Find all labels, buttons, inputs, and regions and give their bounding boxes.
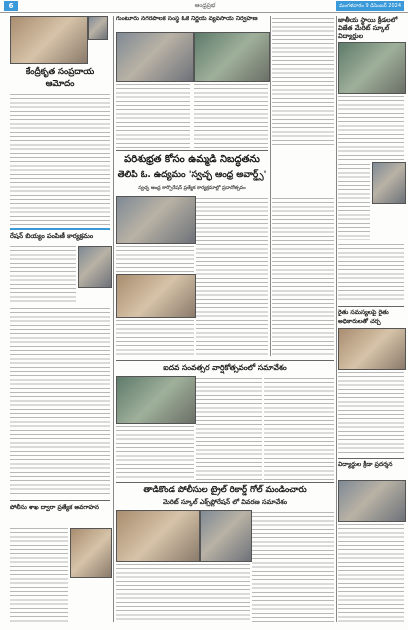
top-right-center-body	[272, 16, 334, 148]
main-subhead: స్వచ్ఛ ఆంధ్ర కార్పొరేషన్ ప్రత్యేక కార్యక్రమాల్లో ప్రదానోత్సవం	[138, 186, 246, 191]
main-headline-line1: పరిశుభ్రత కోసం ఉమ్మడి నిబద్ధతను	[124, 154, 260, 165]
left-mid-portrait	[78, 246, 112, 288]
column-divider-left	[113, 16, 114, 622]
column-divider-right	[336, 16, 337, 622]
main-headline-line2: తెలిపి ఓ. ఉద్యమం 'స్వచ్ఛ ఆంధ్ర అవార్డ్స్'	[117, 170, 267, 180]
right-bottom-body	[338, 522, 404, 622]
right-bottom-headline: విద్యార్థుల క్రీడా ప్రదర్శన	[338, 461, 393, 468]
main-body-b	[116, 244, 194, 272]
right-mid-headline: రైతు సమస్యలపై రైతు అధికారులతో చర్చ	[338, 309, 389, 325]
left-top-inset-photo	[88, 16, 108, 40]
left-bottom-body	[10, 526, 68, 622]
left-mid-body-b	[10, 306, 110, 496]
left-mid-headline: రేషన్ బియ్యం పంపిణీ కార్యక్రమం	[10, 232, 94, 240]
right-bottom-photo	[338, 480, 406, 522]
center-body-a	[196, 376, 262, 480]
paper-name: ఆంధ్రప్రభ	[194, 2, 216, 9]
bottom-body-b	[116, 562, 250, 622]
right-bottom-rule	[338, 458, 404, 459]
bottom-photo-a	[116, 510, 200, 562]
bottom-rule	[116, 482, 334, 483]
left-bottom-portrait	[70, 528, 112, 578]
left-bottom-rule	[10, 500, 110, 501]
main-body-d	[272, 196, 334, 356]
top-center-headline: గుంటూరు నగరపాలక సంస్థ ఓకే నిర్ణయ వ్యవసాయ నిర్వహణ	[116, 16, 258, 22]
top-right-body-a	[338, 94, 404, 160]
center-rule	[116, 360, 334, 361]
bottom-headline-line1: తాడికొండ పోలీసుల ట్రైల్ రికార్డ్ గోల్ మండించారు	[143, 485, 307, 495]
main-body-a	[196, 196, 268, 356]
left-top-headline: కేంద్రీకృత సంప్రదాయ ఆమోదం	[25, 67, 95, 89]
column-divider-mid	[270, 16, 271, 356]
center-photo	[116, 376, 196, 424]
main-body-c	[116, 318, 194, 356]
top-center-photo-b	[194, 32, 270, 82]
bottom-photo-b	[200, 510, 252, 562]
bottom-body-a	[252, 510, 334, 622]
left-top-body	[10, 92, 110, 226]
right-mid-rule	[338, 306, 404, 307]
top-center-photo-a	[116, 32, 194, 82]
left-bottom-headline: పోలీసు శాఖ ద్వారా ప్రత్యేక అవగాహన	[10, 504, 99, 511]
main-photo-b	[116, 274, 196, 318]
center-body-b	[264, 376, 334, 480]
bottom-headline-line2: మెరిట్ స్కూల్ ఎక్స్‌ప్లోరేషన్ లో వివరణ సమావేశం	[162, 498, 288, 506]
top-center-body-b	[194, 82, 268, 148]
top-right-body-c	[338, 242, 404, 302]
top-right-photo	[338, 42, 406, 94]
right-mid-body	[338, 370, 404, 454]
main-headline-rule	[116, 150, 268, 151]
page-number: 6	[4, 1, 18, 11]
right-mid-photo	[338, 328, 406, 370]
top-right-portrait	[372, 162, 406, 204]
top-right-body-b	[338, 162, 370, 240]
center-headline: ఐదవ సంవత్సర వార్షికోత్సవంలో సమావేశం	[163, 363, 287, 372]
masthead	[0, 0, 408, 13]
main-photo-a	[116, 196, 196, 244]
left-mid-body-a	[10, 244, 76, 304]
center-body-c	[116, 424, 194, 480]
top-right-headline: జాతీయ స్థాయి క్రీడలలో విజేత మేరిట్ స్కూల్ విద్యార్థుల	[338, 16, 398, 40]
left-divider	[10, 228, 110, 230]
issue-date: మంగళవారం 9 డిసెంబర్ 2024	[336, 1, 404, 11]
top-center-body-a	[116, 82, 190, 148]
left-top-photo	[10, 16, 88, 64]
